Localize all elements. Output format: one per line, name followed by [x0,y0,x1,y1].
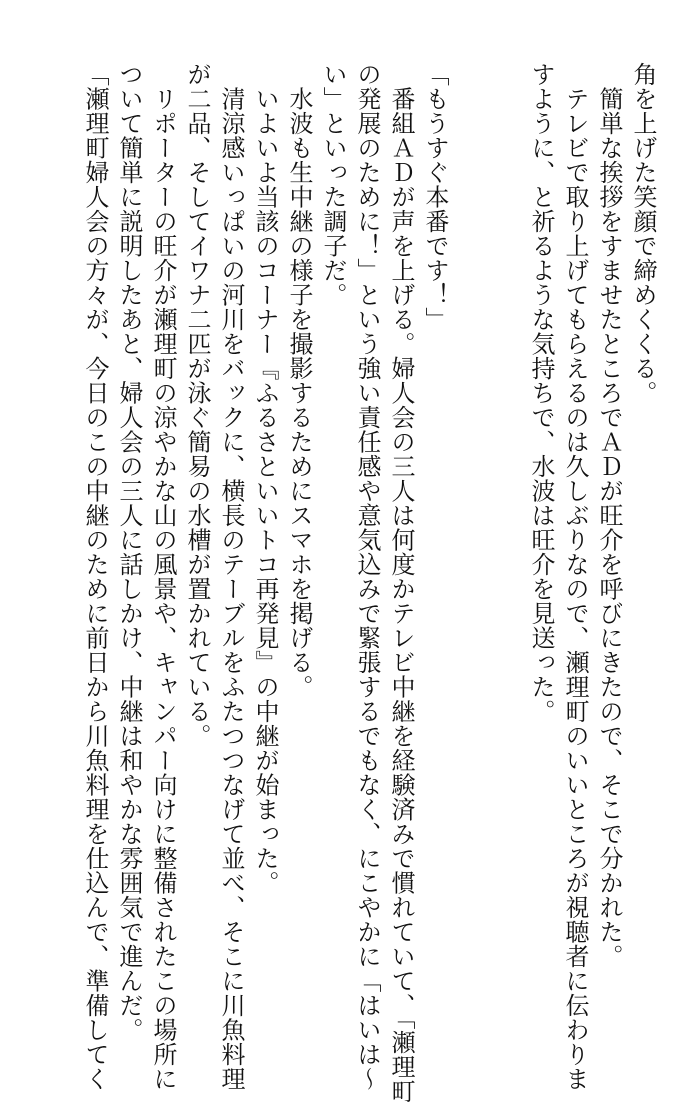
text-line-13: リポーターの旺介が瀬理町の涼やかな山の風景や、キャンパー向けに整備されたこの場所に [149,62,177,1091]
text-line-14: ついて簡単に説明したあと、婦人会の三人に話しかけ、中継は和やかな雰囲気で進んだ。 [115,62,143,1042]
text-line-5: 「もうすぐ本番です！」 [421,62,449,332]
text-line-1: 角を上げた笑顔で締めくくる。 [629,62,657,405]
text-line-6: 番組ＡＤが声を上げる。婦人会の三人は何度かテレビ中継を経験済みで慣れていて、「瀬理町 [387,62,415,1104]
text-line-7: の発展のために！」という強い責任感や意気込みで緊張するでもなく、にこやかに「はいは～ [353,62,381,1091]
text-line-11: 清涼感いっぱいの河川をバックに、横長のテーブルをふたつつなげて並べ、そこに川魚料理 [217,62,245,1091]
text-line-8: い」といった調子だ。 [319,62,347,307]
text-line-3: テレビで取り上げてもらえるのは久しぶりなので、瀬理町のいいところが視聴者に伝わりま [561,62,589,1091]
text-line-4: すように、と祈るような気持ちで、水波は旺介を見送った。 [527,62,555,724]
text-line-12: が二品、そしてイワナ二匹が泳ぐ簡易の水槽が置かれている。 [183,62,211,748]
text-line-9: 水波も生中継の様子を撮影するためにスマホを掲げる。 [285,62,313,699]
text-line-2: 簡単な挨拶をすませたところでＡＤが旺介を呼びにきたので、そこで分かれた。 [595,62,623,969]
text-line-15: 「瀬理町婦人会の方々が、今日のこの中継のために前日から川魚料理を仕込んで、準備してく [81,62,109,1091]
text-line-10: いよいよ当該のコーナー『ふるさといいトコ再発見』の中継が始まった。 [251,62,279,895]
